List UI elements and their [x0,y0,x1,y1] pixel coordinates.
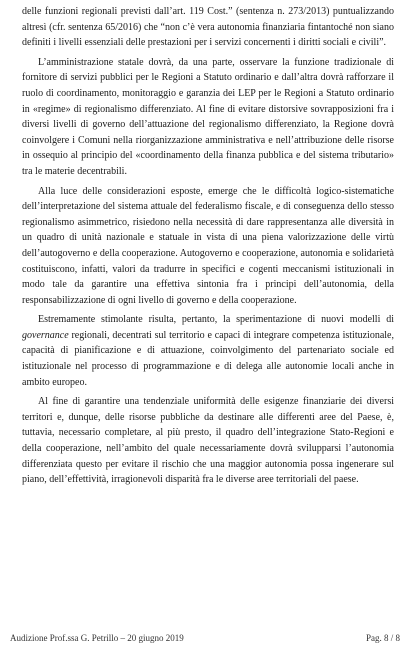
paragraph-1: delle funzioni regionali previsti dall’art. 119 Cost.” (sentenza n. 273/2013) puntualizzando altresì (cfr. sentenza 65/2016) che “non c’è vera autonomia finanziaria fintantoché non siano definiti i livelli essenziali delle prestazioni per i servizi concernenti i diritti sociali e civili”. [22,6,394,49]
paragraph-4 [22,312,394,390]
footer-page-number: Pag. 8 / 8 [365,633,400,643]
governance-term: governance [22,329,69,341]
paragraph-3: Alla luce delle considerazioni esposte, emerge che le difficoltà logico-sistematiche dell’interpretazione del sistema attuale del federalismo fiscale, e di conseguenza dello stesso regionalismo asimmetrico, risiedono nella necessità di dare rappresentanza alle diversità in un quadro di unità nazionale e statuale in vista di una piena valorizzazione delle virtù dell’autogoverno e della cooperazione. Autogoverno e cooperazione, autonomia e solidarietà costituiscono, infatti, valori da tradurre in specifici e cogenti meccanismi istituzionali in modo tale da garantire una effettiva sintonia fra i principi dell’autonomia, della responsabilizzazione di ogni livello di governo e della cooperazione. [22,185,394,306]
page-footer [0,633,414,647]
paragraph-4-text-start: Estremamente stimolante risulta, pertanto, la sperimentazione di nuovi modelli di [38,314,394,326]
document-body [22,4,394,488]
paragraph-4-text-end: regionali, decentrati sul territorio e capaci di integrare competenza istituzionale, capacità di pianificazione e di attuazione, coinvolgimento del partenariato sociale ed istituzionale nel processo di programmazione e di delega alle autonomie locali anche in ambito europeo. [22,329,394,388]
paragraph-2: L’amministrazione statale dovrà, da una parte, osservare la funzione tradizionale di fornitore di servizi pubblici per le Regioni a Statuto ordinario e dall’altra dovrà rafforzare il ruolo di coordinamento, monitoraggio e garanzia dei LEP per le Regioni a Statuto ordinario in «regime» di regionalismo differenziato. Al fine di evitare distorsive sovrapposizioni fra i diversi livelli di governo dell’attuazione del regionalismo differenziato, la Regione dovrà coinvolgere i Comuni nella riorganizzazione amministrativa e nell’attribuzione delle risorse in ossequio al principio del «coordinamento della finanza pubblica e del sistema tributario» tra le materie decentrabili. [22,56,394,177]
footer-author-date: Audizione Prof.ssa G. Petrillo – 20 giugno 2019 [10,633,184,643]
paragraph-5: Al fine di garantire una tendenziale uniformità delle esigenze finanziarie dei diversi territori e, dunque, delle risorse pubbliche da destinare alle differenti aree del Paese, è, tuttavia, necessario completare, al più presto, il quadro dell’integrazione Stato-Regioni e della cooperazione, nell’ambito del quale necessariamente dovrà svilupparsi l’autonomia differenziata questo per evitare il rischio che una maggior autonomia possa ingenerare sul piano, dell’effettività, irragionevoli disparità fra le diverse aree territoriali del paese. [22,396,394,486]
